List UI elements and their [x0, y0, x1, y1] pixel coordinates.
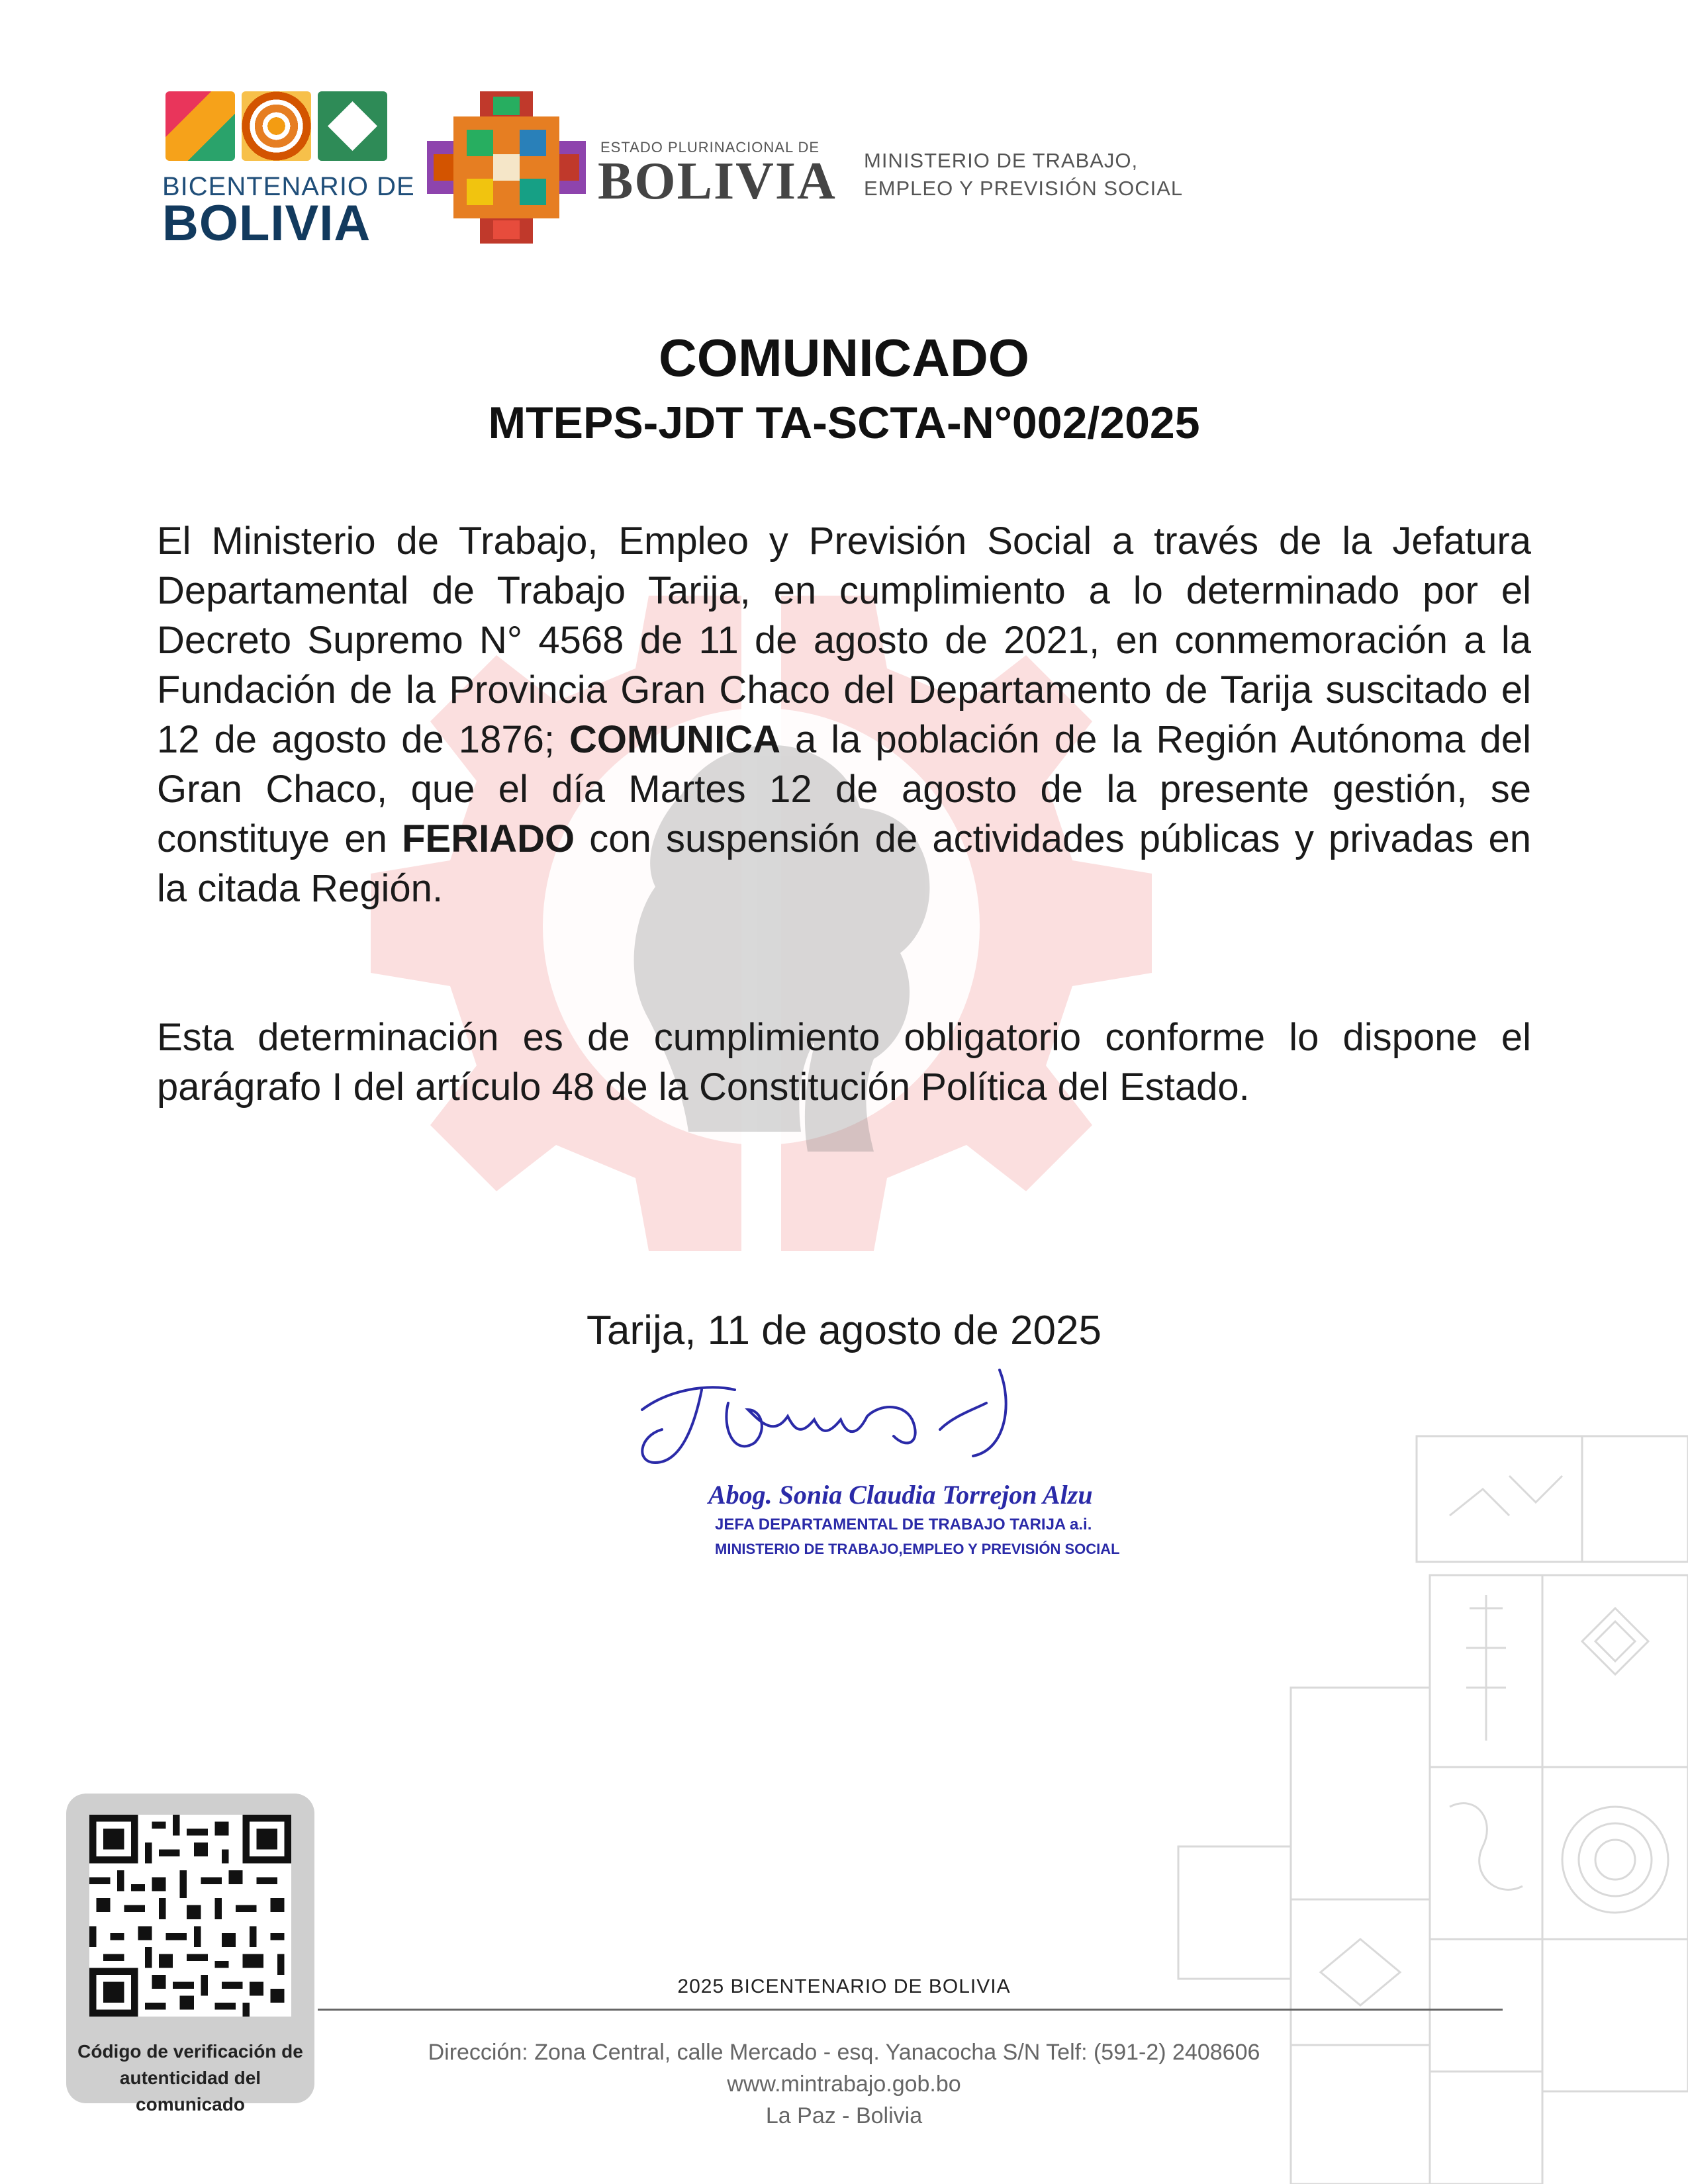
ministerio-logo-line2: EMPLEO Y PREVISIÓN SOCIAL	[864, 177, 1184, 200]
ministerio-logo	[864, 147, 1208, 203]
estado-logo-line1: ESTADO PLURINACIONAL DE	[600, 139, 820, 156]
comunica-emphasis: COMUNICA	[569, 718, 780, 761]
footer-address: Dirección: Zona Central, calle Mercado - esq. Yanacocha S/N Telf: (591-2) 2408606	[428, 2040, 1260, 2065]
handwritten-signature-icon	[629, 1363, 1053, 1482]
signatory-ministry: MINISTERIO DE TRABAJO,EMPLEO Y PREVISIÓN SOCIAL	[715, 1541, 1120, 1557]
pattern-tile-icon	[318, 91, 387, 161]
ministerio-logo-line1: MINISTERIO DE TRABAJO,	[864, 149, 1139, 172]
chakana-emblem-icon	[427, 91, 586, 244]
andean-pattern-decoration	[1139, 1410, 1688, 2184]
signatory-role: JEFA DEPARTAMENTAL DE TRABAJO TARIJA a.i.	[715, 1516, 1092, 1533]
estado-plurinacional-logo	[427, 91, 837, 250]
feriado-emphasis: FERIADO	[402, 817, 575, 860]
document-title: COMUNICADO	[659, 328, 1029, 387]
paragraph-1-text-c: con suspensión de actividades públicas y privadas en la citada Región.	[157, 817, 1531, 910]
footer-city: La Paz - Bolivia	[765, 2103, 923, 2128]
footer-bicentenary-text: 2025 BICENTENARIO DE BOLIVIA	[677, 1976, 1011, 1997]
qr-label-line1: Código de verificación de	[77, 2041, 303, 2062]
spiral-tile-icon	[242, 91, 311, 161]
signatory-name: Abog. Sonia Claudia Torrejon Alzu	[708, 1480, 1093, 1510]
signature-block	[629, 1363, 1120, 1575]
document-code: MTEPS-JDT TA-SCTA-N°002/2025	[488, 398, 1200, 448]
qr-label-line2: autenticidad del comunicado	[119, 2068, 261, 2115]
footer-divider	[318, 2009, 1503, 2011]
bicentenario-tile-icon	[165, 91, 235, 161]
place-date: Tarija, 11 de agosto de 2025	[586, 1308, 1102, 1353]
estado-logo-line2: BOLIVIA	[598, 152, 837, 210]
bicentenario-logo-line2: BOLIVIA	[162, 195, 371, 251]
bicentenario-logo	[162, 91, 415, 251]
paragraph-1-text-a: El Ministerio de Trabajo, Empleo y Previsión Social a través de la Jefatura Departamental de Trabajo Tarija, en cumplimiento a lo determinado por el Decreto Supremo N° 4568 de 11 de agosto de 2021, en conmemoración a la Fundación de la Provincia Gran Chaco del Departamento de Tarija suscitado el 12 de agosto de 1876;	[157, 520, 1531, 761]
bicentenario-logo-line1: BICENTENARIO DE	[162, 172, 415, 201]
body-paragraph-2: Esta determinación es de cumplimiento obligatorio conforme lo dispone el parágrafo I del artículo 48 de la Constitución Política del Estado.	[157, 1016, 1531, 1109]
footer-website-link[interactable]: www.mintrabajo.gob.bo	[727, 2071, 961, 2097]
paragraph-1-text-b: a la población de la Región Autónoma del Gran Chaco, que el día Martes 12 de agosto de la presente gestión, se constituye en	[157, 718, 1531, 860]
body-paragraph-1	[157, 516, 1531, 913]
